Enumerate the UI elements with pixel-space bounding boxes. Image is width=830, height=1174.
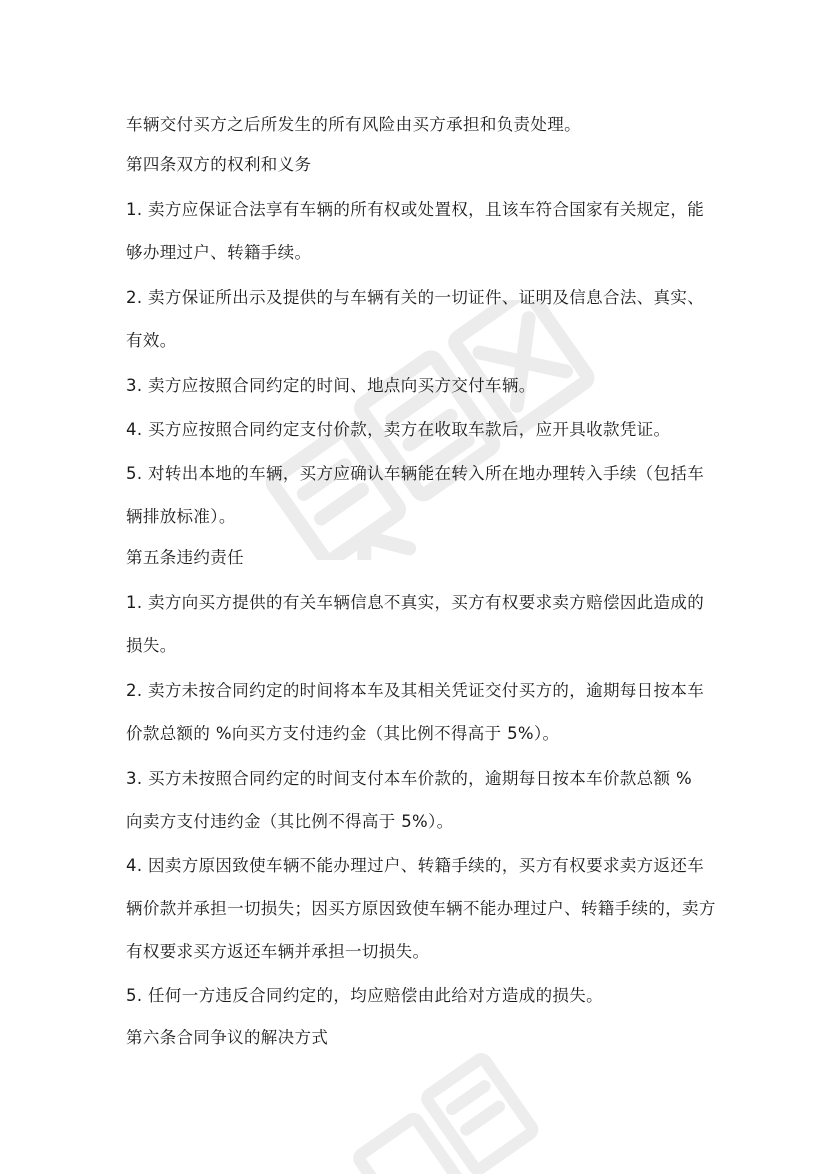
section-heading: 第六条合同争议的解决方式 [126, 1028, 329, 1047]
text-line: 向卖方支付违约金（其比例不得高于 5%）。 [126, 812, 454, 831]
section-heading: 第四条双方的权利和义务 [126, 155, 312, 174]
text-line: 2. 卖方保证所出示及提供的与车辆有关的一切证件、证明及信息合法、真实、 [126, 288, 705, 307]
text-line: 4. 因卖方原因致使车辆不能办理过户、转籍手续的，买方有权要求卖方返还车 [126, 856, 705, 875]
text-line: 辆价款并承担一切损失；因买方原因致使车辆不能办理过户、转籍手续的，卖方 [126, 899, 716, 918]
text-line: 2. 卖方未按合同约定的时间将本车及其相关凭证交付买方的，逾期每日按本车 [126, 681, 705, 700]
text-line: 车辆交付买方之后所发生的所有风险由买方承担和负责处理。 [126, 115, 581, 134]
text-line: 5. 任何一方违反合同约定的，均应赔偿由此给对方造成的损失。 [126, 986, 603, 1005]
text-line: 有权要求买方返还车辆并承担一切损失。 [126, 942, 430, 961]
text-line: 损失。 [126, 636, 177, 655]
section-heading: 第五条违约责任 [126, 548, 244, 567]
text-line: 有效。 [126, 331, 177, 350]
text-line: 5. 对转出本地的车辆，买方应确认车辆能在转入所在地办理转入手续（包括车 [126, 464, 705, 483]
text-line: 1. 卖方向买方提供的有关车辆信息不真实，买方有权要求卖方赔偿因此造成的 [126, 593, 705, 612]
text-line: 3. 卖方应按照合同约定的时间、地点向买方交付车辆。 [126, 376, 536, 395]
text-line: 3. 买方未按照合同约定的时间支付本车价款的，逾期每日按本车价款总额 % [126, 769, 693, 788]
text-line: 辆排放标准）。 [126, 507, 236, 526]
text-line: 够办理过户、转籍手续。 [126, 243, 312, 262]
text-line: 1. 卖方应保证合法享有车辆的所有权或处置权，且该车符合国家有关规定，能 [126, 200, 705, 219]
text-line: 4. 买方应按照合同约定支付价款，卖方在收取车款后，应开具收款凭证。 [126, 420, 671, 439]
text-line: 价款总额的 %向买方支付违约金（其比例不得高于 5%）。 [126, 724, 560, 743]
